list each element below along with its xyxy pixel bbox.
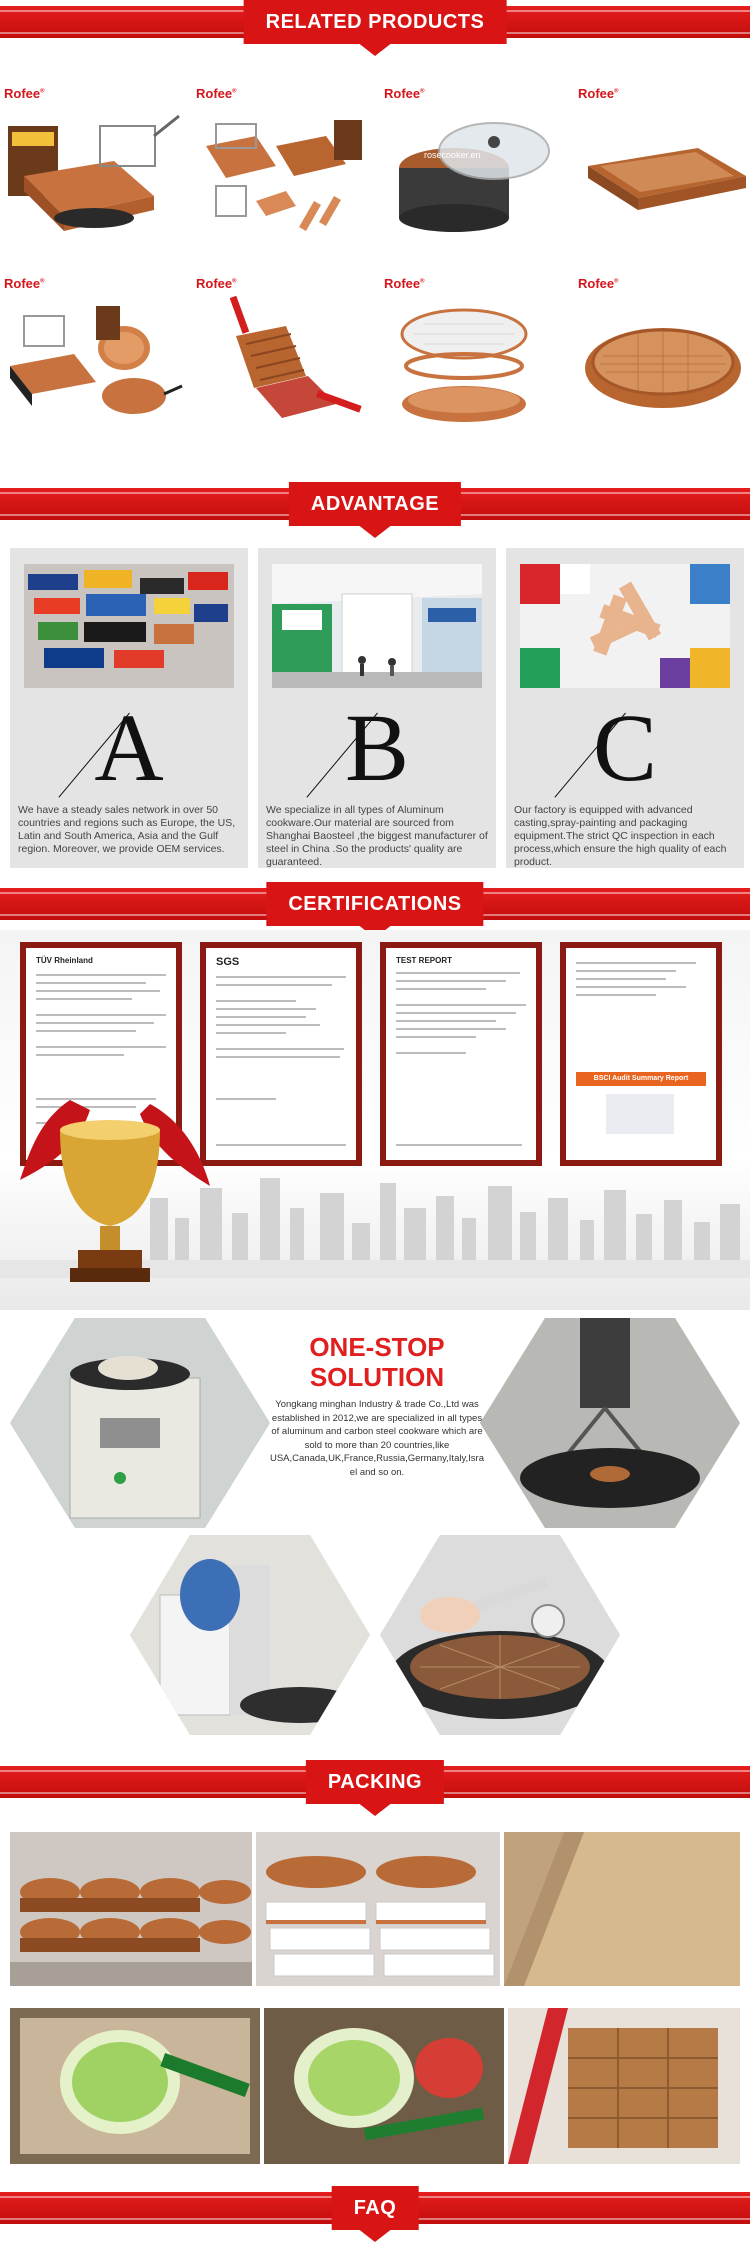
packing-photo-pallets [508,2008,740,2164]
advantage-text-a: We have a steady sales network in over 50 countries and regions such as Europe, the US, Latin and South America, Asia and the Gulf region. Moreover, we provide OEM services. [18,804,236,855]
crisper-tray-image [578,106,750,246]
advantage-banner [0,482,750,538]
product-round-crisper-basket[interactable] [578,276,750,446]
product-square-pan-set[interactable] [4,86,184,256]
brand-wall-photo [24,564,234,688]
advantage-text-c: Our factory is equipped with advanced casting,spray-painting and packaging equipment.The strict QC inspection in each process,which ensure the high quality of each product. [514,804,727,868]
related-products-banner [0,0,750,56]
advantage-card-c [506,548,744,868]
testing-machine-photo-2 [480,1318,740,1528]
trophy-icon [0,1090,220,1310]
brand-logo: Rofee® [384,276,425,291]
product-stock-pot-with-lid[interactable] [384,86,564,256]
advantage-text-b: We specialize in all types of Aluminum cookware.Our material are sourced from Shanghai Baosteel ,the biggest manufacturer of steel in China .So the products' quality are guaranteed. [266,804,488,868]
brand-logo: Rofee® [4,276,45,291]
one-stop-title-line1: ONE-STOP [309,1332,445,1362]
one-stop-solution [268,1332,486,1479]
bsci-report-label: BSCI Audit Summary Report [576,1072,706,1086]
packing-photo-pots [10,1832,252,1986]
brand-logo: Rofee® [4,86,45,101]
advantage-letter-b: B [258,693,496,803]
advantage-letter-c: C [506,693,744,803]
advantage-card-a [10,548,248,868]
watermark-text: rosecooker.en [424,150,481,160]
advantage-letter-a: A [10,693,248,803]
packing-photo-boxes [256,1832,500,1986]
brand-logo: Rofee® [578,276,619,291]
product-square-pan-accessories[interactable] [196,86,376,256]
product-double-grill-pan[interactable] [196,276,376,446]
certificate-sgs[interactable] [200,942,362,1166]
packing-banner [0,1760,750,1816]
packing-photo-pan-label-2 [264,2008,504,2164]
certificate-header: TEST REPORT [396,956,453,965]
round-crisper-lid-image [384,296,564,436]
packing-photo-pan-label-1 [10,2008,260,2164]
faq-banner [0,2186,750,2242]
advantage-card-b [258,548,496,868]
square-pan-set-image [4,106,184,246]
certificate-bsci[interactable] [560,942,722,1166]
product-round-crisper-lid[interactable] [384,276,564,446]
faq-title: FAQ [353,2196,397,2219]
testing-machine-photo-3 [130,1535,370,1735]
product-crisper-tray[interactable] [578,86,750,256]
packing-photo-carton [504,1832,740,1986]
brand-logo: Rofee® [384,86,425,101]
testing-machine-photo-4 [380,1535,620,1735]
pan-set-combo-image [4,296,184,436]
packing-title: PACKING [327,1770,423,1793]
round-crisper-basket-image [578,296,750,436]
certificate-tuv-test-report[interactable] [380,942,542,1166]
advantage-title: ADVANTAGE [310,492,440,515]
teamwork-hands-photo [520,564,730,688]
exhibition-hall-photo [272,564,482,688]
product-pan-set-combo[interactable] [4,276,184,446]
one-stop-title-line2: SOLUTION [309,1362,445,1392]
brand-logo: Rofee® [196,86,237,101]
stock-pot-image [384,106,564,246]
testing-machine-photo-1 [10,1318,270,1528]
certificate-header: SGS [216,956,240,968]
related-products-title: RELATED PRODUCTS [265,10,485,33]
one-stop-description: Yongkang minghan Industry & trade Co.,Ltd was established in 2012,we are specialized in all types of aluminum and carbon steel cookware which are sold to more than 20 countries,like USA,Canada,UK,France,Russia,Germany,Italy,Isra el and so on. [269,1399,484,1478]
brand-logo: Rofee® [196,276,237,291]
certificate-header: TÜV Rheinland [36,956,93,965]
double-grill-pan-image [196,296,376,436]
certifications-title: CERTIFICATIONS [288,892,462,915]
square-pan-accessories-image [196,106,376,246]
brand-logo: Rofee® [578,86,619,101]
